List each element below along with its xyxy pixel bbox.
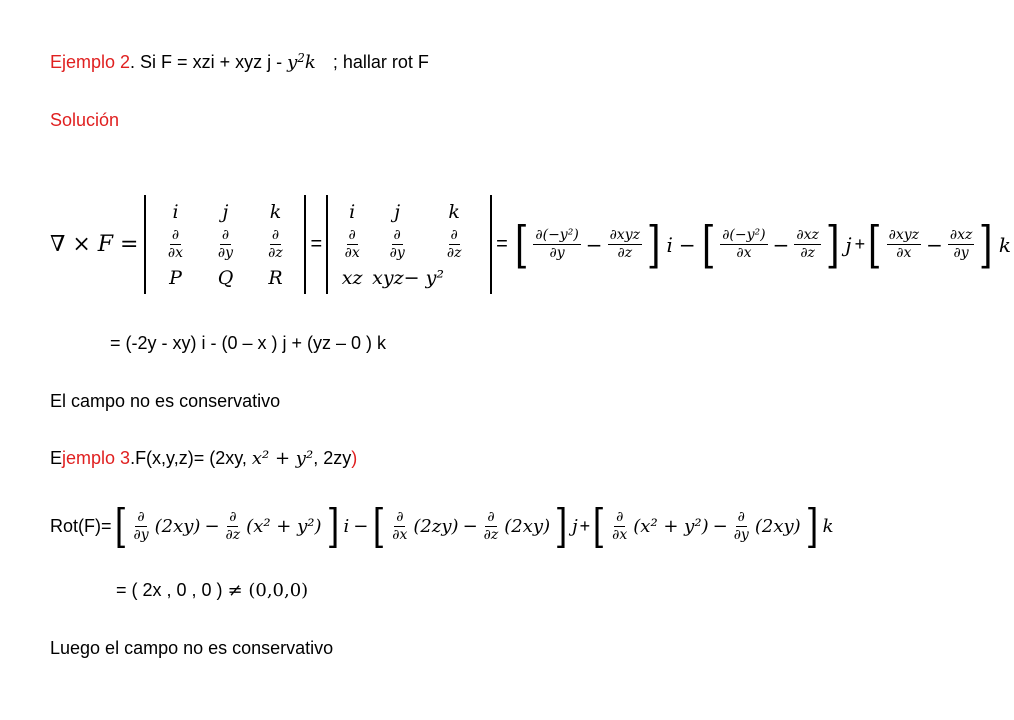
rot-result-vector: = ( 2x , 0 , 0 ) xyxy=(116,580,228,600)
term: (2xy) xyxy=(754,515,801,537)
fraction: $\frac{\partial}{\partial z}$ xyxy=(483,508,499,543)
fraction: $\frac{\partial}{\partial z}$ xyxy=(225,508,241,543)
det-cell: xz xyxy=(341,266,363,289)
conclusion-example-2: El campo no es conservativo xyxy=(50,391,281,411)
term: (2zy) xyxy=(413,515,459,537)
det-cell: $\frac{\partial}{\partial z}$ xyxy=(446,227,462,261)
left-bracket: [ xyxy=(373,499,386,553)
fraction: $\frac{\text{∂xyz}}{\partial x}$ xyxy=(888,227,920,261)
minus-sign: − xyxy=(926,232,943,257)
det-cell: Q xyxy=(217,266,234,289)
minus-sign: − xyxy=(678,232,696,257)
example-2-statement xyxy=(50,50,429,75)
left-bracket: [ xyxy=(868,215,882,274)
det-cell: i xyxy=(349,200,356,223)
unit-j: j xyxy=(572,515,578,537)
fraction: $\frac{\partial}{\partial y}$ xyxy=(733,508,749,543)
rot-label: Rot(F)= xyxy=(50,515,112,536)
example-2-label: Ejemplo 2 xyxy=(50,52,131,72)
det-cell: P xyxy=(169,266,182,289)
fraction: $\frac{\partial}{\partial x}$ xyxy=(392,508,408,543)
term: (2xy) xyxy=(504,515,551,537)
minus-sign: − xyxy=(772,232,790,257)
term: (x² + y²) xyxy=(633,515,709,537)
determinant-specific xyxy=(326,195,492,294)
right-bracket: ] xyxy=(646,215,661,274)
right-bracket: ] xyxy=(326,499,339,553)
fraction: $\frac{\partial xz}{\partial y}$ xyxy=(949,227,973,261)
det-cell: k xyxy=(448,200,460,223)
det-cell: $\frac{\partial}{\partial y}$ xyxy=(389,227,405,261)
equals-sign: = xyxy=(310,233,323,255)
term: (2xy) xyxy=(154,515,201,537)
det-cell: k xyxy=(269,200,282,223)
example-3-label: jemplo 3 xyxy=(62,448,131,468)
term: (x² + y²) xyxy=(246,515,322,537)
det-cell: xyz− y² xyxy=(372,266,444,289)
minus-sign: − xyxy=(204,515,220,537)
det-cell: $\frac{\partial}{\partial z}$ xyxy=(268,227,283,261)
conclusion-example-3: Luego el campo no es conservativo xyxy=(50,638,334,658)
minus-sign: − xyxy=(585,232,603,257)
minus-sign: − xyxy=(712,515,728,537)
fraction: $\frac{\text{∂(−y²)}}{\partial x}$ xyxy=(722,227,766,261)
det-cell: i xyxy=(172,200,179,223)
example-2-request: ; hallar rot F xyxy=(332,52,429,72)
det-cell: $\frac{\partial}{\partial x}$ xyxy=(167,227,184,261)
plus-sign: + xyxy=(579,515,591,536)
right-bracket: ] xyxy=(554,499,568,553)
plus-sign: + xyxy=(854,234,866,254)
rot-result-neq: ≠ (0,0,0) xyxy=(227,580,309,601)
minus-sign: − xyxy=(353,515,369,537)
right-bracket: ] xyxy=(825,215,840,274)
fraction: $\frac{\partial}{\partial y}$ xyxy=(133,508,149,543)
right-bracket: ] xyxy=(979,215,993,274)
det-cell: $\frac{\partial}{\partial y}$ xyxy=(217,227,234,261)
right-bracket: ] xyxy=(805,499,818,553)
det-cell: j xyxy=(222,200,229,223)
fraction: $\frac{\partial xz}{\partial z}$ xyxy=(796,227,819,261)
left-bracket: [ xyxy=(592,499,606,553)
unit-k: k xyxy=(822,515,834,537)
determinant-general xyxy=(144,195,306,294)
rot-result xyxy=(116,578,308,603)
example-3-close: ) xyxy=(351,448,358,468)
nabla-cross-f: ∇ × F = xyxy=(50,232,139,257)
example-3-def: .F(x,y,z)= (2xy, xyxy=(130,448,252,468)
unit-j: j xyxy=(845,232,852,257)
example-3-statement xyxy=(50,446,357,471)
example-3-def-b: , 2zy xyxy=(313,448,352,468)
unit-k: k xyxy=(998,232,1011,257)
fraction: $\frac{\text{∂xyz}}{\partial z}$ xyxy=(609,227,640,261)
fraction: $\frac{\text{∂(−y²)}}{\partial y}$ xyxy=(535,227,579,261)
solution-label: Solución xyxy=(50,110,120,130)
det-cell: j xyxy=(394,200,401,223)
curl-result: = (-2y - xy) i - (0 – x ) j + (yz – 0 ) k xyxy=(110,333,387,353)
example-2-text: . Si F = xzi + xyz j - xyxy=(130,52,288,72)
unit-i: i xyxy=(666,232,673,257)
unit-i: i xyxy=(343,515,350,537)
example-3-math: x² + y² xyxy=(251,448,314,469)
curl-equation xyxy=(50,192,1014,297)
left-bracket: [ xyxy=(701,215,716,274)
fraction: $\frac{\partial}{\partial x}$ xyxy=(612,508,628,543)
equals-sign: = xyxy=(496,233,508,255)
example-2-term: $y^2k$ xyxy=(287,51,316,73)
rot-equation xyxy=(50,498,836,554)
minus-sign: − xyxy=(462,515,478,537)
left-bracket: [ xyxy=(114,499,127,553)
det-cell: $\frac{\partial}{\partial x}$ xyxy=(344,227,360,261)
example-3-initial: E xyxy=(50,448,63,468)
left-bracket: [ xyxy=(514,215,529,274)
det-cell: R xyxy=(268,266,283,289)
